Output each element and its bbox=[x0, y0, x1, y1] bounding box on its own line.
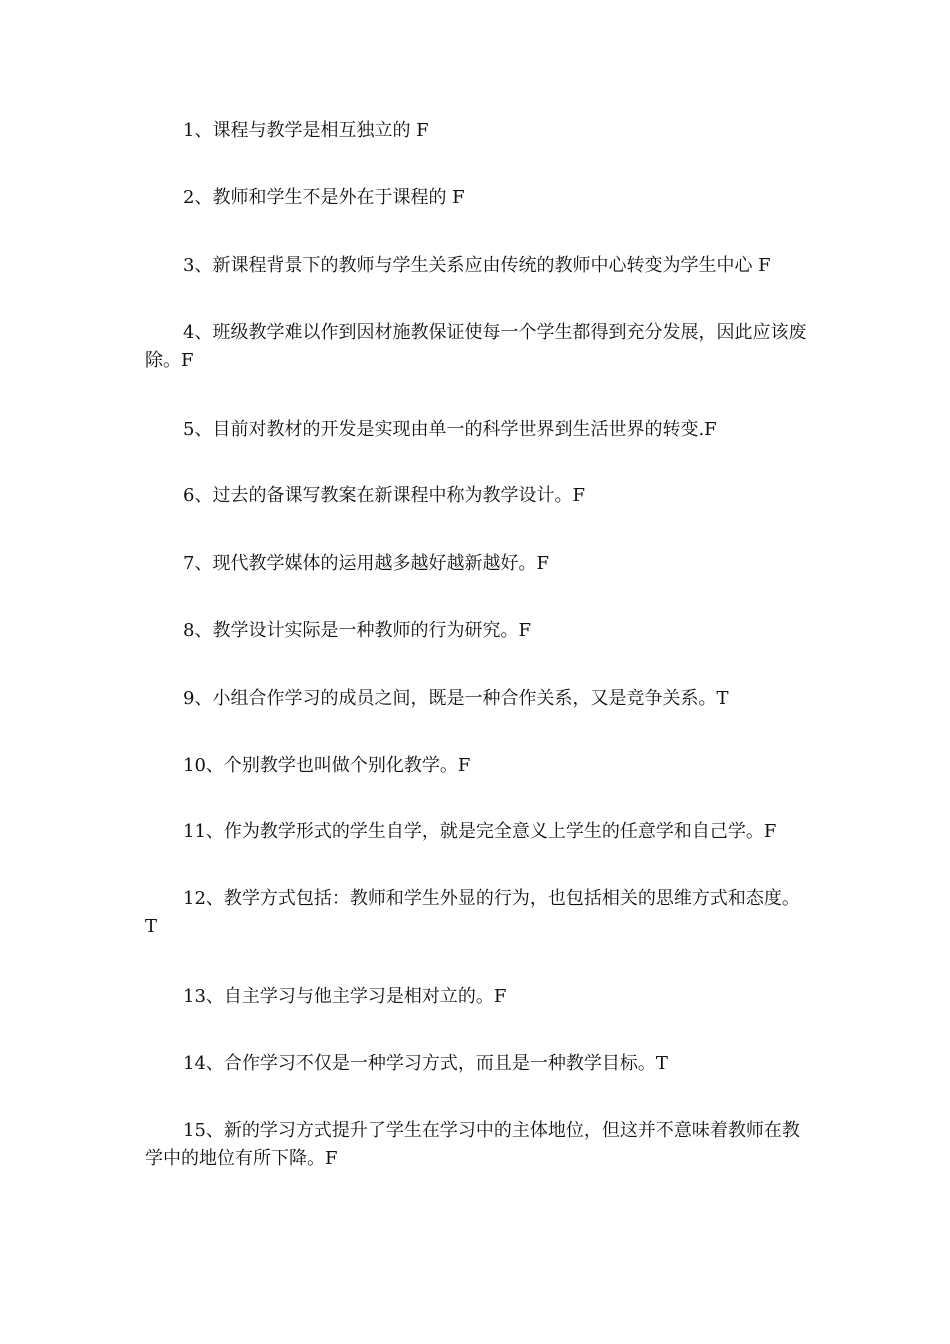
statement-3: 3、新课程背景下的教师与学生关系应由传统的教师中心转变为学生中心 F bbox=[183, 255, 771, 276]
statement-2: 2、教师和学生不是外在于课程的 F bbox=[183, 187, 465, 208]
statement-6: 6、过去的备课写教案在新课程中称为教学设计。F bbox=[183, 485, 585, 506]
statement-4: 4、班级教学难以作到因材施教保证使每一个学生都得到充分发展，因此应该废除。F bbox=[145, 322, 807, 371]
statement-15: 15、新的学习方式提升了学生在学习中的主体地位，但这并不意味着教师在教学中的地位有所下降。F bbox=[145, 1120, 800, 1169]
statement-1: 1、课程与教学是相互独立的 F bbox=[183, 120, 429, 141]
statement-5: 5、目前对教材的开发是实现由单一的科学世界到生活世界的转变.F bbox=[183, 419, 717, 440]
statement-14: 14、合作学习不仅是一种学习方式，而且是一种教学目标。T bbox=[183, 1053, 668, 1074]
statement-11: 11、作为教学形式的学生自学，就是完全意义上学生的任意学和自己学。F bbox=[183, 821, 777, 842]
statement-12: 12、教学方式包括：教师和学生外显的行为，也包括相关的思维方式和态度。T bbox=[145, 888, 800, 937]
statement-8: 8、教学设计实际是一种教师的行为研究。F bbox=[183, 620, 531, 641]
statement-7: 7、现代教学媒体的运用越多越好越新越好。F bbox=[183, 553, 549, 574]
statement-13: 13、自主学习与他主学习是相对立的。F bbox=[183, 986, 507, 1007]
statement-10: 10、个别教学也叫做个别化教学。F bbox=[183, 755, 471, 776]
statement-9: 9、小组合作学习的成员之间，既是一种合作关系，又是竞争关系。T bbox=[183, 688, 729, 709]
